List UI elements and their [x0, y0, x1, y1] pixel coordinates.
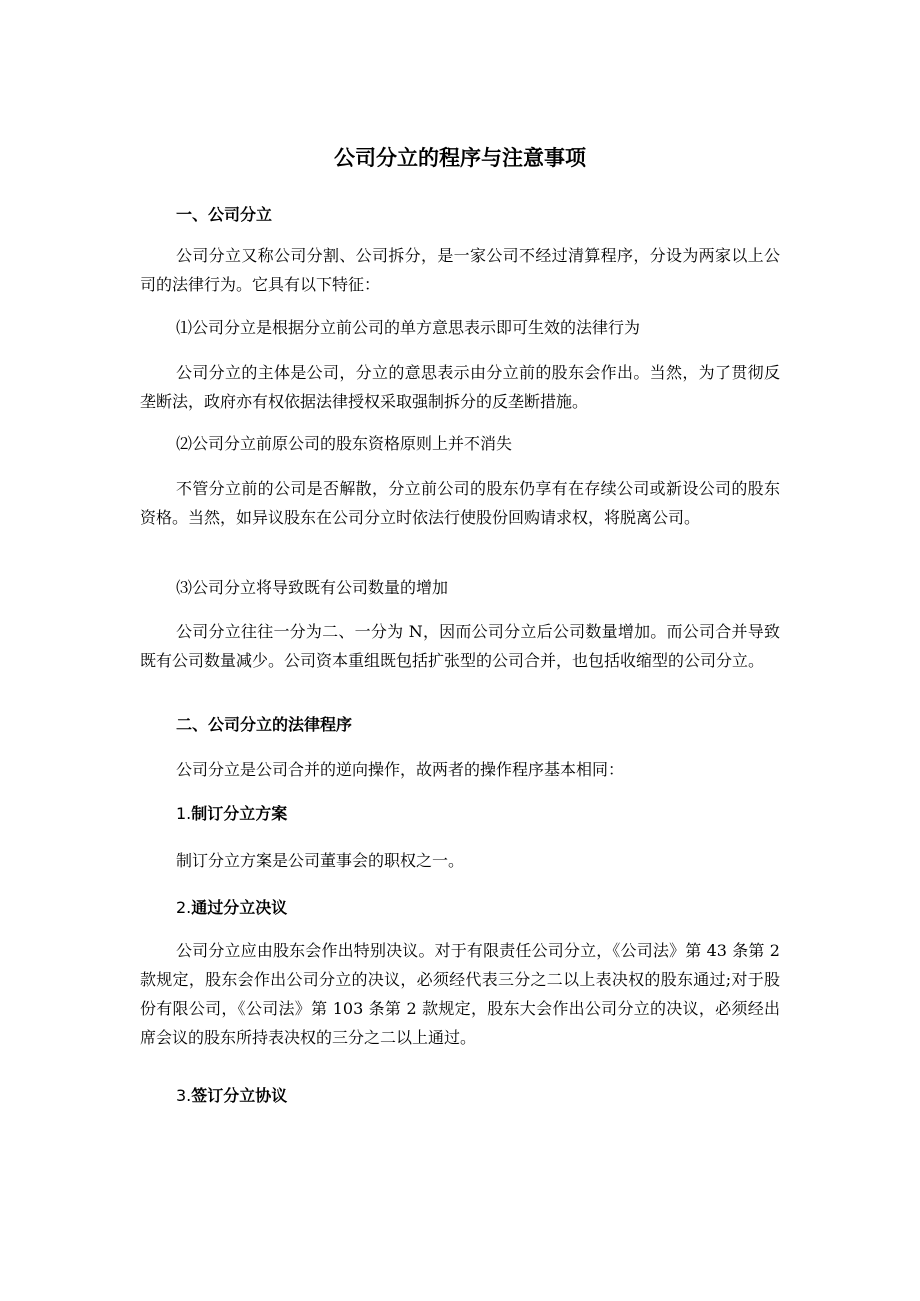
step-2-number: 2.: [176, 898, 192, 917]
step-2-label: 通过分立决议: [191, 898, 288, 917]
step-3-number: 3.: [176, 1086, 192, 1105]
feature-3-body: 公司分立往往一分为二、一分为 N，因而公司分立后公司数量增加。而公司合并导致既有公司数量减少。公司资本重组既包括扩张型的公司合并，也包括收缩型的公司分立。: [140, 622, 780, 670]
feature-1-body: 公司分立的主体是公司，分立的意思表示由分立前的股东会作出。当然，为了贯彻反垄断法，政府亦有权依据法律授权采取强制拆分的反垄断措施。: [140, 363, 780, 411]
step-3-heading: [140, 1084, 816, 1108]
section-1-heading: 一、公司分立: [176, 205, 273, 224]
feature-2-body: 不管分立前的公司是否解散，分立前公司的股东仍享有在存续公司或新设公司的股东资格。当然，如异议股东在公司分立时依法行使股份回购请求权，将脱离公司。: [140, 479, 780, 527]
feature-2-heading: ⑵公司分立前原公司的股东资格原则上并不消失: [176, 434, 513, 453]
section-2-heading: 二、公司分立的法律程序: [176, 715, 353, 734]
step-1-body: 制订分立方案是公司董事会的职权之一。: [176, 851, 465, 870]
step-3-label: 签订分立协议: [191, 1086, 288, 1105]
step-2-heading: [140, 896, 816, 920]
step-2-body: 公司分立应由股东会作出特别决议。对于有限责任公司分立，《公司法》第 43 条第 2 款规定，股东会作出公司分立的决议，必须经代表三分之二以上表决权的股东通过;对于股份有限公司，《公司法》第 103 条第 2 款规定，股东大会作出公司分立的决议，必须经出席会议的股东所持表决权的三分之二以上通过。: [140, 941, 780, 1047]
feature-3-heading: ⑶公司分立将导致既有公司数量的增加: [176, 578, 449, 597]
step-1-number: 1.: [176, 804, 192, 823]
feature-1-heading: ⑴公司分立是根据分立前公司的单方意思表示即可生效的法律行为: [176, 318, 641, 337]
document-title: 公司分立的程序与注意事项: [334, 146, 586, 170]
step-1-label: 制订分立方案: [191, 804, 288, 823]
step-1-heading: [140, 802, 816, 826]
section-1-intro: 公司分立又称公司分割、公司拆分，是一家公司不经过清算程序，分设为两家以上公司的法律行为。它具有以下特征：: [140, 246, 780, 294]
section-2-intro: 公司分立是公司合并的逆向操作，故两者的操作程序基本相同：: [176, 760, 625, 779]
